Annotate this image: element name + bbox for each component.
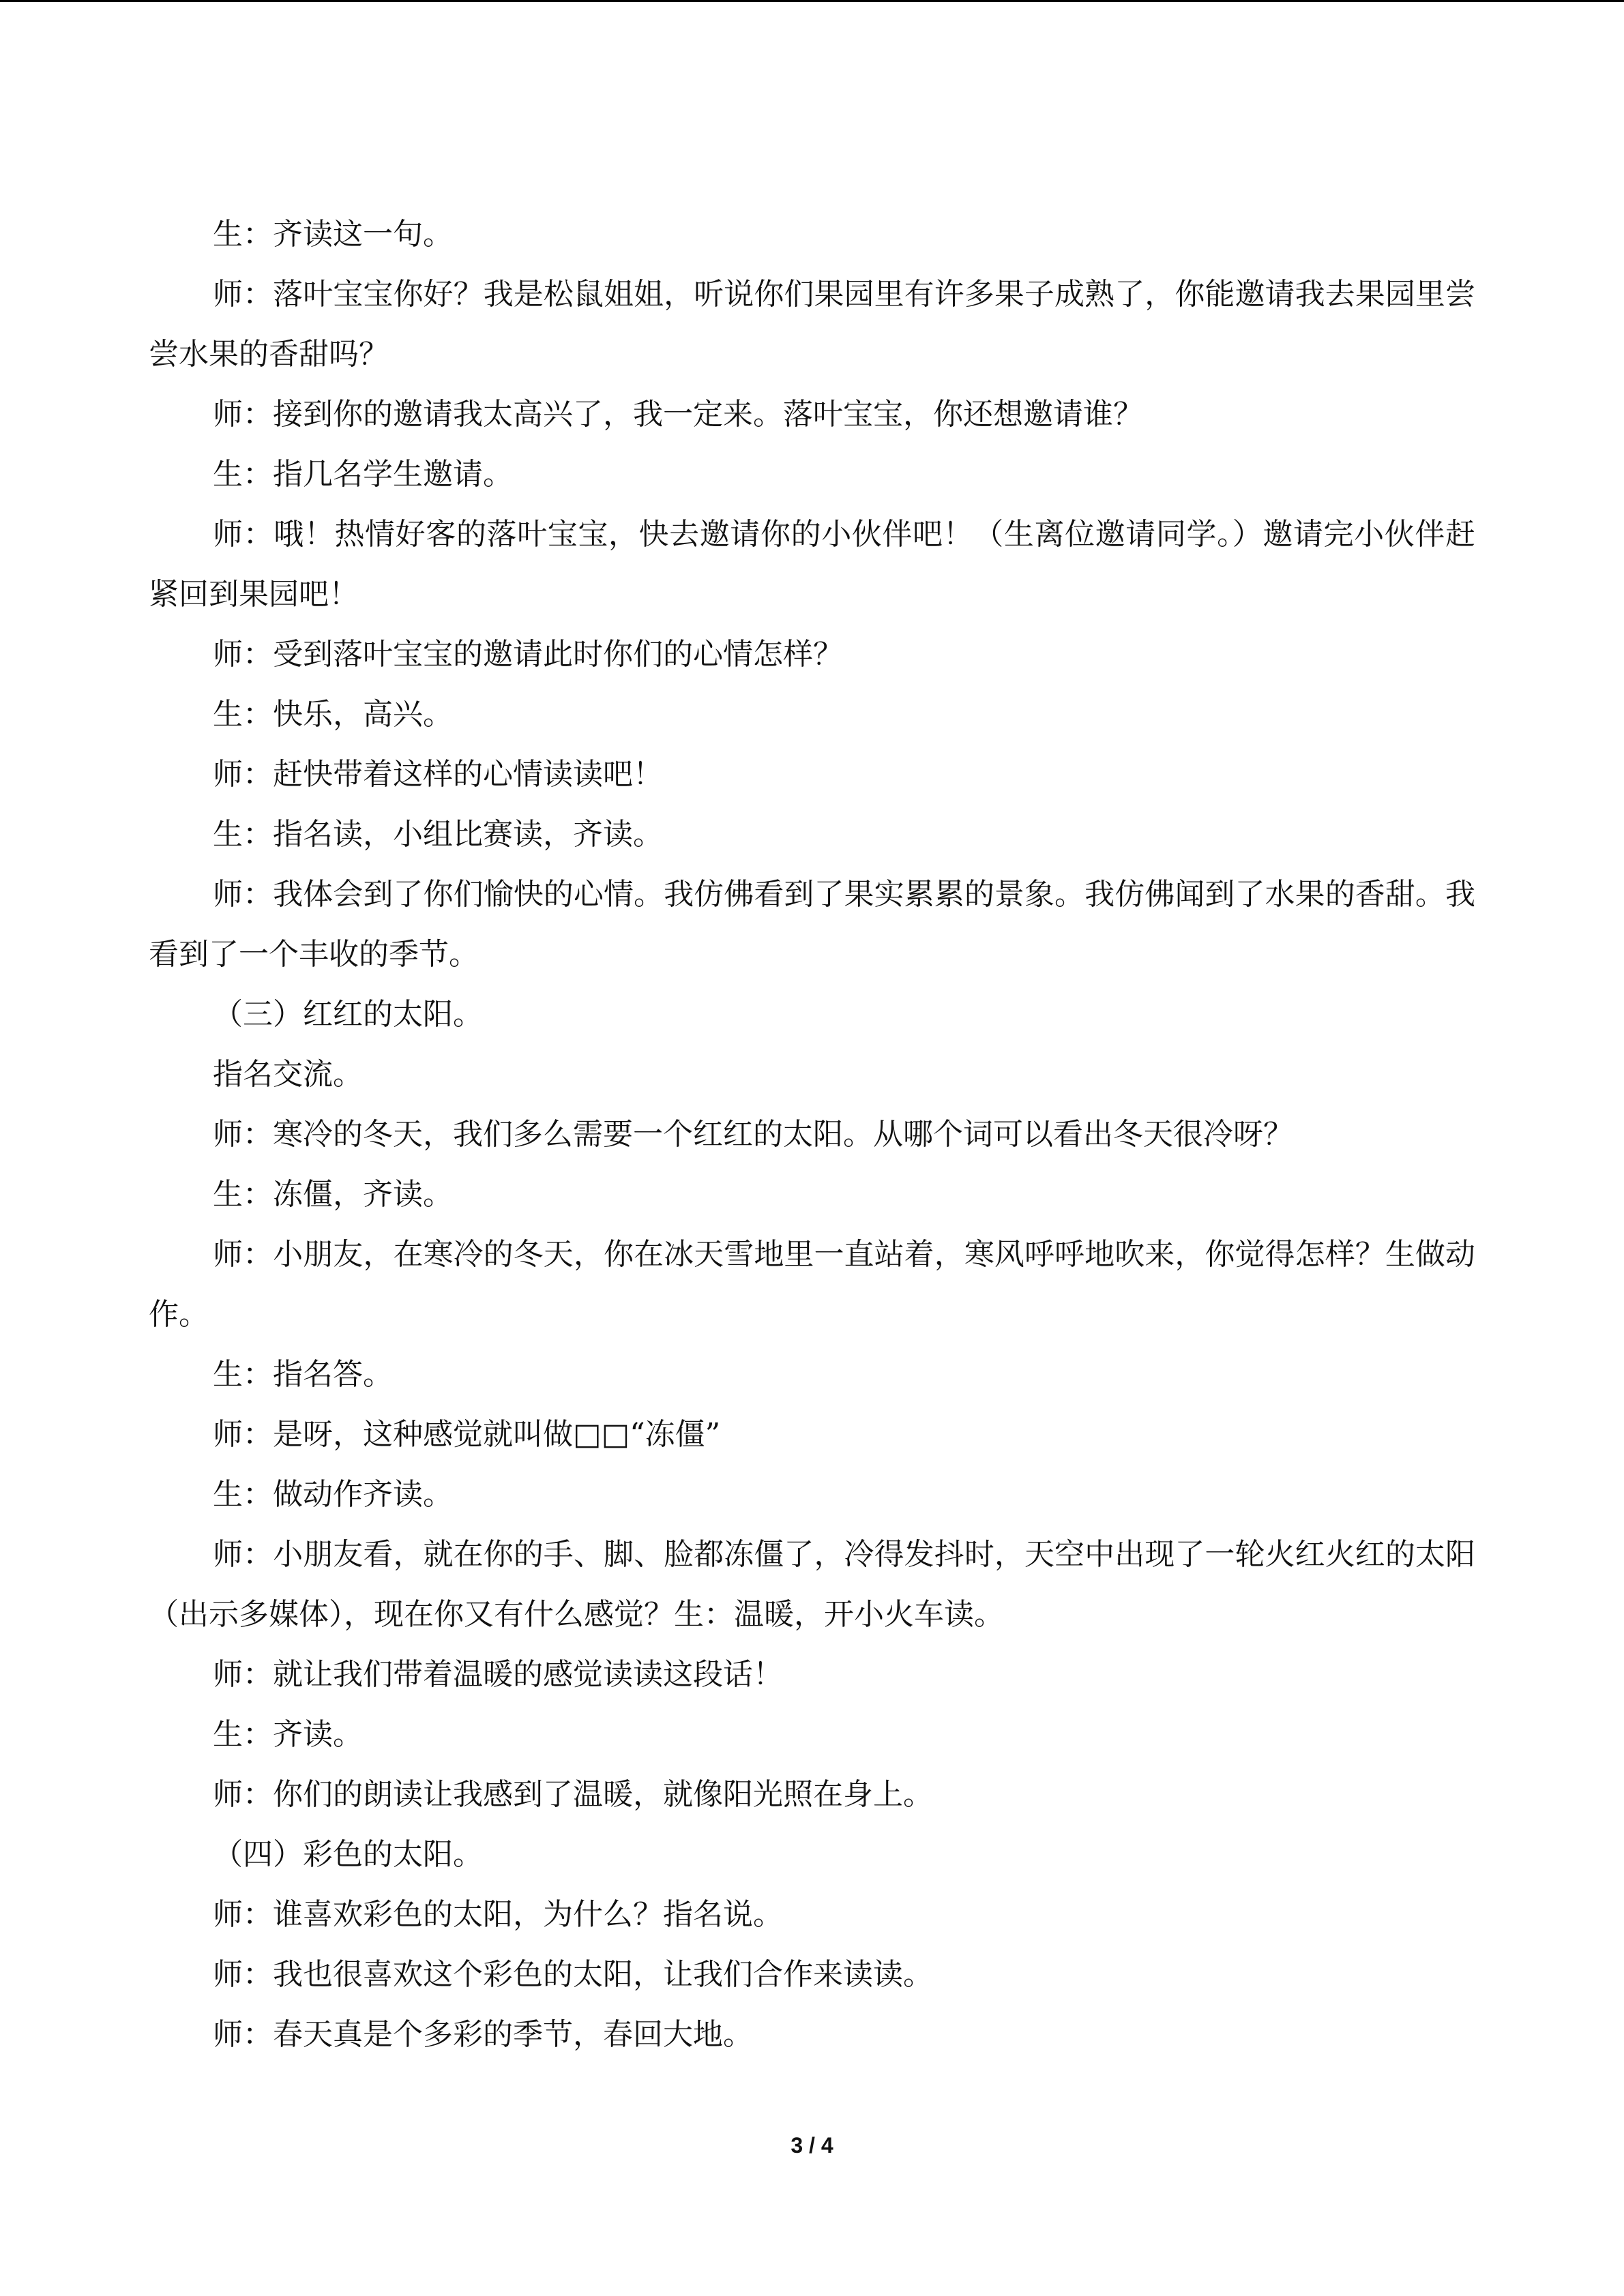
paragraph: 师：接到你的邀请我太高兴了，我一定来。落叶宝宝，你还想邀请谁？ — [213, 397, 1143, 432]
paragraph: 师：赶快带着这样的心情读读吧！ — [213, 757, 663, 792]
paragraph: 生：指几名学生邀请。 — [213, 457, 513, 492]
paragraph: 指名交流。 — [213, 1057, 363, 1092]
paragraph: 师：落叶宝宝你好？我是松鼠姐姐，听说你们果园里有许多果子成熟了，你能邀请我去果园里尝尝水果的香甜吗？ — [149, 277, 1475, 372]
paragraph: 师：小朋友看，就在你的手、脚、脸都冻僵了，冷得发抖时，天空中出现了一轮火红火红的太阳（出示多媒体），现在你又有什么感觉？生：温暖，开小火车读。 — [149, 1537, 1475, 1632]
paragraph: 师：寒冷的冬天，我们多么需要一个红红的太阳。从哪个词可以看出冬天很冷呀？ — [213, 1117, 1293, 1152]
paragraph: 生：指名读，小组比赛读，齐读。 — [213, 817, 663, 852]
page-number: 3 / 4 — [791, 2133, 833, 2158]
document-body — [149, 205, 1475, 2065]
paragraph: 生：快乐，高兴。 — [213, 697, 453, 732]
section-heading: （四）彩色的太阳。 — [213, 1837, 483, 1872]
paragraph: 师：就让我们带着温暖的感觉读读这段话！ — [213, 1657, 783, 1692]
paragraph: 生：做动作齐读。 — [213, 1477, 453, 1512]
paragraph: 生：齐读。 — [213, 1717, 363, 1752]
paragraph: 生：指名答。 — [213, 1357, 393, 1392]
paragraph: 师：春天真是个多彩的季节，春回大地。 — [213, 2017, 753, 2052]
paragraph: 师：小朋友，在寒冷的冬天，你在冰天雪地里一直站着，寒风呼呼地吹来，你觉得怎样？生做动作。 — [149, 1237, 1475, 1332]
paragraph: 师：我体会到了你们愉快的心情。我仿佛看到了果实累累的景象。我仿佛闻到了水果的香甜。我看到了一个丰收的季节。 — [149, 877, 1475, 972]
paragraph: 师：谁喜欢彩色的太阳，为什么？指名说。 — [213, 1897, 783, 1932]
paragraph: 师：我也很喜欢这个彩色的太阳，让我们合作来读读。 — [213, 1957, 933, 1992]
section-heading: （三）红红的太阳。 — [213, 997, 483, 1032]
paragraph: 师：你们的朗读让我感到了温暖，就像阳光照在身上。 — [213, 1777, 933, 1812]
paragraph: 生：齐读这一句。 — [213, 217, 453, 252]
paragraph: 师：哦！热情好客的落叶宝宝，快去邀请你的小伙伴吧！（生离位邀请同学。）邀请完小伙伴赶紧回到果园吧！ — [149, 517, 1475, 612]
top-border-line — [0, 0, 1624, 2]
paragraph: 生：冻僵，齐读。 — [213, 1177, 453, 1212]
paragraph: 师：受到落叶宝宝的邀请此时你们的心情怎样？ — [213, 637, 843, 672]
paragraph: 师：是呀，这种感觉就叫做□□“冻僵” — [213, 1417, 721, 1452]
